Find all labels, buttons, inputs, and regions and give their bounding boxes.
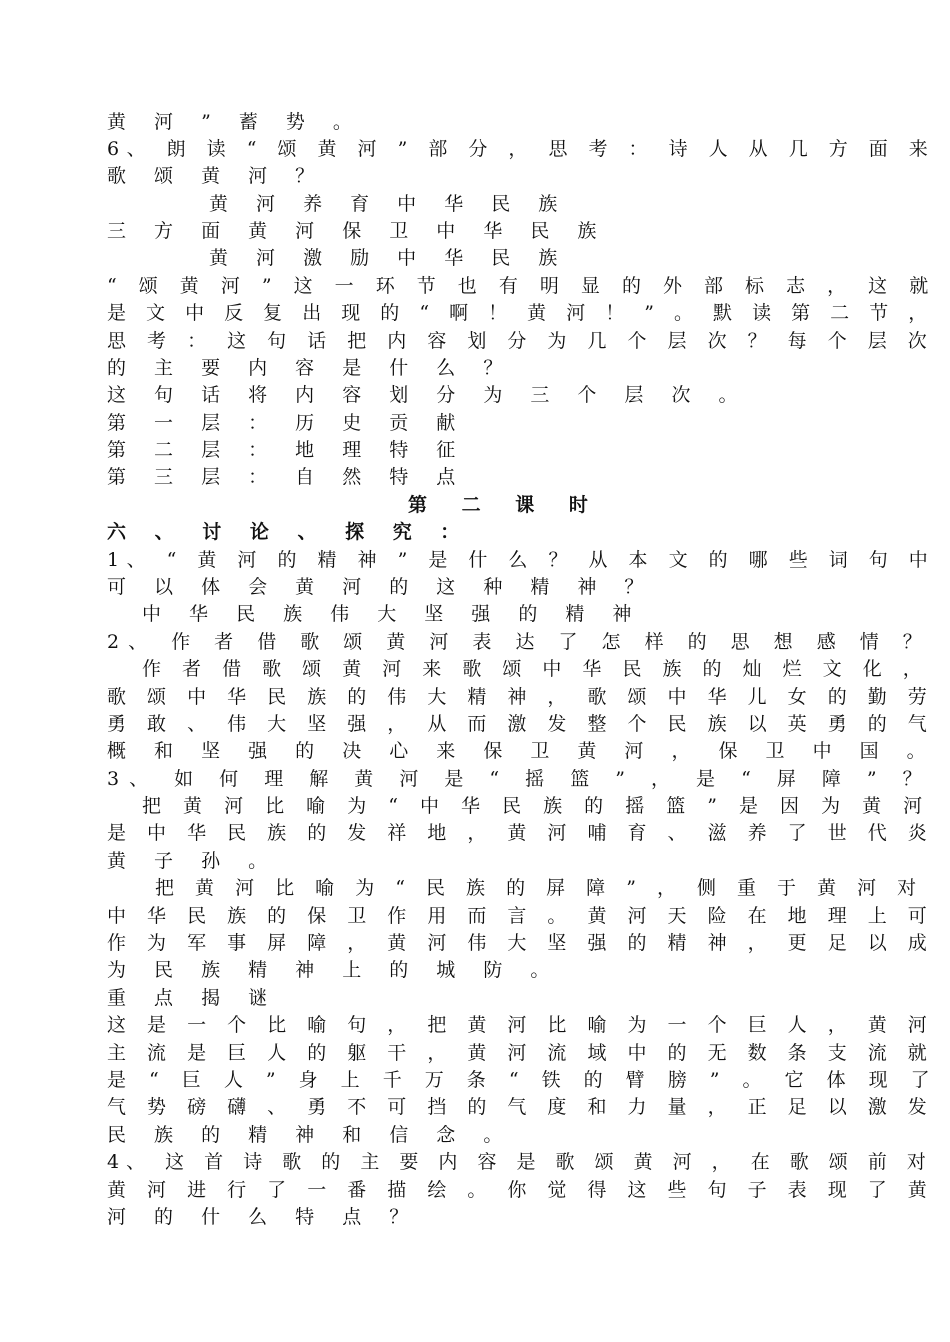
text-line: 民 族 的 精 神 和 信 念 。 xyxy=(107,1124,514,1146)
text-line: 作 者 借 歌 颂 黄 河 来 歌 颂 中 华 民 族 的 灿 烂 文 化 ， xyxy=(142,658,930,680)
text-line: 的 主 要 内 容 是 什 么 ？ xyxy=(107,357,514,379)
text-line: 第 一 层 ： 历 史 贡 献 xyxy=(107,412,467,434)
text-line: 重 点 揭 谜 xyxy=(107,987,279,1009)
text-line: 把 黄 河 比 喻 为 “ 中 华 民 族 的 摇 篮 ” 是 因 为 黄 河 xyxy=(142,795,931,817)
text-line: 这 句 话 将 内 容 划 分 为 三 个 层 次 。 xyxy=(107,384,749,406)
text-line: 歌 颂 中 华 民 族 的 伟 大 精 神 ， 歌 颂 中 华 儿 女 的 勤 劳 xyxy=(107,686,935,708)
text-line: 把 黄 河 比 喻 为 “ 民 族 的 屏 障 ” ， 侧 重 于 黄 河 对 xyxy=(155,877,924,899)
text-line: 是 “ 巨 人 ” 身 上 千 万 条 “ 铁 的 臂 膀 ” 。 它 体 现 了 xyxy=(107,1069,939,1091)
text-line: 是 文 中 反 复 出 现 的 “ 啊 ！ 黄 河 ！ ” 。 默 读 第 二 节 ， xyxy=(107,302,935,324)
text-line: 为 民 族 精 神 上 的 城 防 。 xyxy=(107,959,561,981)
text-line: 第 三 层 ： 自 然 特 点 xyxy=(107,466,467,488)
text-line: 3、 如 何 理 解 黄 河 是 “ 摇 篮 ” ， 是 “ 屏 障 ” ？ xyxy=(107,768,932,790)
section-subheading: 六 、 讨 论 、 探 究 ： xyxy=(107,521,471,543)
text-line: 可 以 体 会 黄 河 的 这 种 精 神 ？ xyxy=(107,576,655,598)
text-line: 黄 河 ” 蓄 势 。 xyxy=(107,111,363,133)
text-line: 三 方 面 黄 河 保 卫 中 华 民 族 xyxy=(107,220,608,242)
text-line: 勇 敢 、 伟 大 坚 强 ， 从 而 激 发 整 个 民 族 以 英 勇 的 气 xyxy=(107,713,935,735)
text-line: 中 华 民 族 伟 大 坚 强 的 精 神 xyxy=(142,603,643,625)
text-line: 1、 “ 黄 河 的 精 神 ” 是 什 么 ？ 从 本 文 的 哪 些 词 句 中 xyxy=(107,549,936,571)
text-line: “ 颂 黄 河 ” 这 一 环 节 也 有 明 显 的 外 部 标 志 ， 这 就 xyxy=(107,275,937,297)
text-line: 河 的 什 么 特 点 ？ xyxy=(107,1206,420,1228)
text-line: 是 中 华 民 族 的 发 祥 地 ， 黄 河 哺 育 、 滋 养 了 世 代 炎 xyxy=(107,822,935,844)
text-line: 主 流 是 巨 人 的 躯 干 ， 黄 河 流 域 中 的 无 数 条 支 流 就 xyxy=(107,1042,935,1064)
text-line: 黄 河 激 励 中 华 民 族 xyxy=(209,247,569,269)
text-line: 中 华 民 族 的 保 卫 作 用 而 言 。 黄 河 天 险 在 地 理 上 可 xyxy=(107,905,935,927)
text-line: 4、 这 首 诗 歌 的 主 要 内 容 是 歌 颂 黄 河 ， 在 歌 颂 前 对 xyxy=(107,1151,933,1173)
text-line: 这 是 一 个 比 喻 句 ， 把 黄 河 比 喻 为 一 个 巨 人 ， 黄 河 xyxy=(107,1014,935,1036)
text-line: 黄 河 养 育 中 华 民 族 xyxy=(209,193,569,215)
section-heading: 第 二 课 时 xyxy=(408,494,602,516)
text-line: 思 考 ： 这 句 话 把 内 容 划 分 为 几 个 层 次 ？ 每 个 层 次 xyxy=(107,330,935,352)
text-line: 2、 作 者 借 歌 颂 黄 河 表 达 了 怎 样 的 思 想 感 情 ？ xyxy=(107,631,931,653)
text-line: 概 和 坚 强 的 决 心 来 保 卫 黄 河 ， 保 卫 中 国 。 xyxy=(107,740,937,762)
text-line: 气 势 磅 礴 、 勇 不 可 挡 的 气 度 和 力 量 ， 正 足 以 激 发 xyxy=(107,1096,935,1118)
text-line: 第 二 层 ： 地 理 特 征 xyxy=(107,439,467,461)
text-line: 6、 朗 读 “ 颂 黄 河 ” 部 分 ， 思 考 ： 诗 人 从 几 方 面 来 xyxy=(107,138,936,160)
text-line: 黄 河 进 行 了 一 番 描 绘 。 你 觉 得 这 些 句 子 表 现 了 黄 xyxy=(107,1179,935,1201)
text-line: 歌 颂 黄 河 ？ xyxy=(107,165,326,187)
text-line: 作 为 军 事 屏 障 ， 黄 河 伟 大 坚 强 的 精 神 ， 更 足 以 成 xyxy=(107,932,935,954)
text-line: 黄 子 孙 。 xyxy=(107,850,279,872)
